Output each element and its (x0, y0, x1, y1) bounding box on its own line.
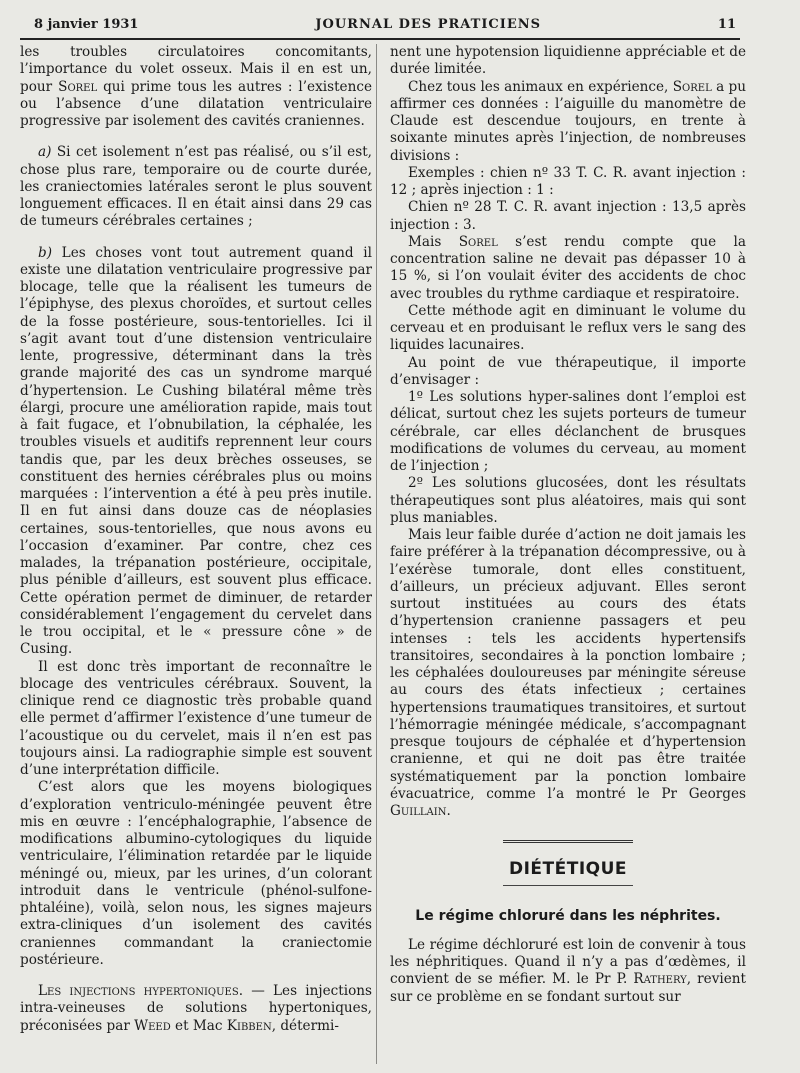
example-line: Chien nº 28 T. C. R. avant injection : 13,5 après injection : 3. (390, 199, 746, 233)
paragraph: C’est alors que les moyens biologiques d’exploration ventriculo-méningée peuvent être mis en œuvre : l’encéphalographie, l’absence de modifications albumino-cytologiques du liquide ventriculaire, l’élimination retardée par le liquide méningé ou, mieux, par les urines, d’un colorant introduit dans le ventricule (phénol-sulfone-phtaléine), voilà, selon nous, les signes majeurs extra-cliniques d’un isolement des cavités craniennes commandant la craniectomie postérieure. (20, 779, 372, 968)
paragraph: les troubles circulatoires concomitants, l’importance du volet osseux. Mais il en est un, pour Sorel qui prime tous les autres : l’existence ou l’absence d’une dilatation ventriculaire progressive par isolement des cavités craniennes. (20, 44, 373, 129)
paragraph: 1º Les solutions hyper-salines dont l’emploi est délicat, surtout chez les sujets porteurs de tumeur cérébrale, car elles déclanchent de brusques modifications de volumes du cerveau, au moment de l’injection ; (390, 389, 746, 474)
paragraph: Mais leur faible durée d’action ne doit jamais les faire préférer à la trépanation décompressive, ou à l’exérèse tumorale, dont elles constituent, d’ailleurs, un précieux adjuvant. Elles seront surtout instituées au cours des états d’hypertension cranienne passagers et peu intenses : tels les accidents hypertensifs transitoires, secondaires à la ponction lombaire ; les céphalées douloureuses par méningite séreuse au cours des états infectieux ; certaines hypertensions traumatiques transitoires, et surtout l’hémorragie méningée médicale, s’accompagnant presque toujours de céphalée et d’hypertension cranienne, et qui ne doit pas être traitée systématiquement par la ponction lombaire évacuatrice, comme l’a montré le Pr Georges Guillain. (390, 527, 746, 819)
paragraph: Au point de vue thérapeutique, il importe d’envisager : (390, 354, 746, 388)
paragraph: Le régime déchloruré est loin de convenir à tous les néphritiques. Quand il n’y a pas d’œdèmes, il convient de se méfier. M. le Pr P. Rathery, revient sur ce problème en se fondant surtout sur (390, 936, 746, 1005)
right-column (390, 44, 746, 1006)
section-rule (503, 840, 633, 843)
paragraph: nent une hypotension liquidienne appréciable et de durée limitée. (390, 44, 746, 78)
paragraph: a) Si cet isolement n’est pas réalisé, ou s’il est, chose plus rare, temporaire ou de courte durée, les craniectomies latérales seront le plus souvent longuement efficaces. Il en était ainsi dans 29 cas de tumeurs cérébrales certaines ; (20, 144, 372, 230)
paragraph: Cette méthode agit en diminuant le volume du cerveau et en produisant le reflux vers le sang des liquides lacunaires. (390, 302, 746, 354)
section-title: DIÉTÉTIQUE (508, 859, 628, 880)
article-heading: Le régime chloruré dans les néphrites. (415, 907, 721, 924)
header-journal-title: JOURNAL DES PRATICIENS (315, 16, 542, 32)
section-underline (503, 885, 633, 886)
column-divider (376, 44, 377, 1064)
page-header (34, 12, 736, 36)
paragraph: 2º Les solutions glucosées, dont les résultats thérapeutiques sont plus aléatoires, mais qui sont plus maniables. (390, 475, 746, 526)
paragraph: Les injections hypertoniques. — Les injections intra-veineuses de solutions hypertoniques, préconisées par Weed et Mac Kibben, détermi- (20, 983, 372, 1034)
example-line: Exemples : chien nº 33 T. C. R. avant injection : 12 ; après injection : 1 : (390, 164, 746, 198)
paragraph: Il est donc très important de reconnaître le blocage des ventricules cérébraux. Souvent, la clinique rend ce diagnostic très probable quand elle permet d’affirmer l’existence d’une tumeur de l’acoustique ou du cervelet, mais il n’en est pas toujours ainsi. La radiographie simple est souvent d’une interprétation difficile. (20, 658, 372, 778)
paragraph: b) Les choses vont tout autrement quand il existe une dilatation ventriculaire progressive par blocage, telle que la réalisent les tumeurs de l’épiphyse, des plexus choroïdes, et surtout celles de la fosse postérieure, sous-tentorielles. Ici il s’agit avant tout d’une distension ventriculaire lente, progressive, déterminant dans la très grande majorité des cas un syndrome marqué d’hypertension. Le Cushing bilatéral même très élargi, procure une amélioration rapide, mais tout à fait fugace, et l’obnubilation, la céphalée, les troubles visuels et auditifs reprennent leur cours tandis que, par les deux brèches osseuses, se constituent des hernies cérébrales plus ou moins marquées : l’intervention a été à peu près inutile. Il en fut ainsi dans douze cas de néoplasies certaines, sous-tentorielles, que nous avons eu l’occasion d’examiner. Par contre, chez ces malades, la trépanation postérieure, occipitale, plus pénible d’ailleurs, est souvent plus efficace. Cette opération permet de diminuer, de retarder considérablement l’engagement du cervelet dans le trou occipital, et le « pressure cône » de Cusing. (20, 244, 372, 658)
left-column (20, 44, 372, 1035)
header-page-number: 11 (717, 16, 736, 32)
header-rule (20, 38, 740, 40)
header-date: 8 janvier 1931 (34, 16, 139, 32)
paragraph: Chez tous les animaux en expérience, Sorel a pu affirmer ces données : l’aiguille du manomètre de Claude est descendue toujours, en trente à soixante minutes après l’injection, de nombreuses divisions : (390, 78, 746, 164)
paragraph: Mais Sorel s’est rendu compte que la concentration saline ne devait pas dépasser 10 à 15 %, si l’on voulait éviter des accidents de choc avec troubles du rythme cardiaque et respiratoire. (390, 233, 746, 302)
